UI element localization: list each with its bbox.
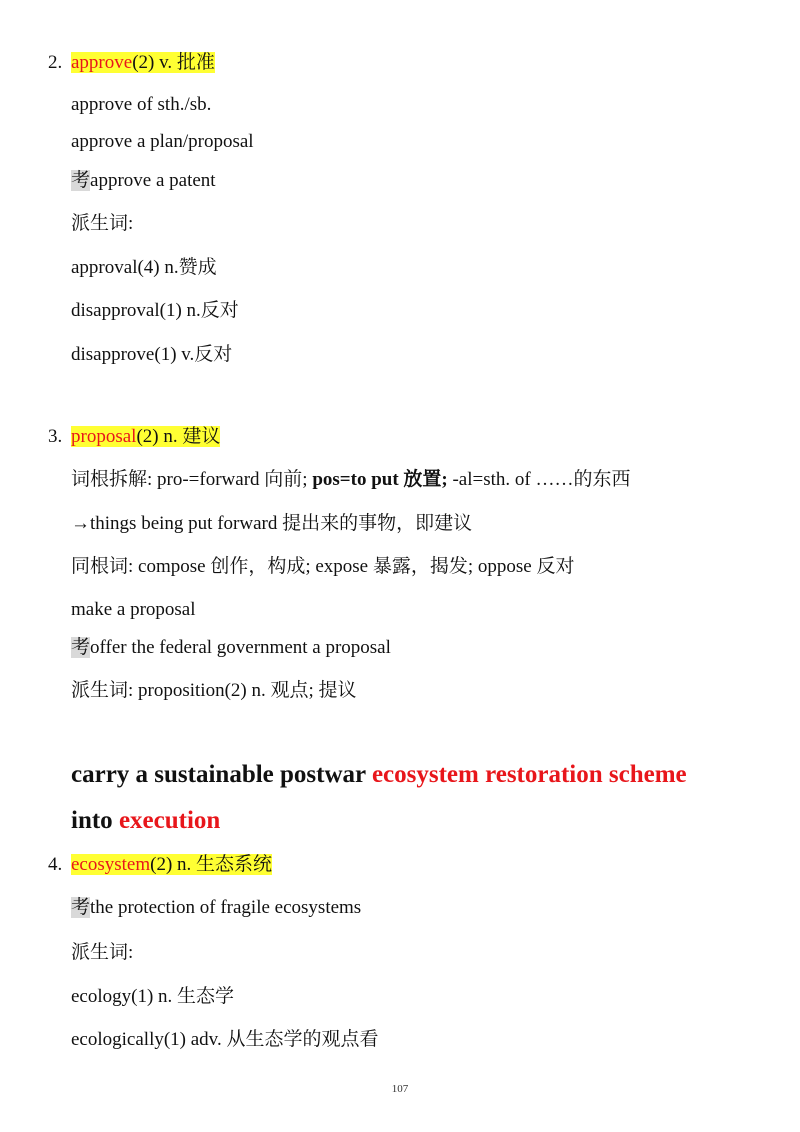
exam-marker: 考: [71, 170, 91, 191]
sentence-keyword: execution: [118, 807, 221, 834]
derivative-label: 派生词:: [71, 213, 134, 234]
exam-example: offer the federal government a proposal: [90, 637, 391, 658]
sentence-text: carry a sustainable postwar: [71, 761, 372, 788]
root-suffix: -al=sth. of ……的东西: [447, 469, 631, 490]
exam-line: [71, 636, 391, 660]
page-number: 107: [391, 1083, 409, 1095]
headword: ecosystem: [71, 854, 151, 875]
key-sentence-line2: [71, 805, 220, 837]
headword-highlight: [71, 854, 272, 875]
usage-line: approve a plan/proposal: [71, 131, 254, 152]
exam-example: the protection of fragile ecosystems: [90, 897, 362, 918]
exam-line: [71, 896, 361, 920]
headword-info: (2) n. 建议: [136, 426, 221, 447]
derivative-item: 派生词: proposition(2) n. 观点; 提议: [71, 680, 357, 701]
entry-heading: [71, 51, 215, 75]
derivative-item: approval(4) n.赞成: [71, 257, 217, 278]
derivative-item: ecology(1) n. 生态学: [71, 986, 235, 1007]
cognates: 同根词: compose 创作，构成; expose 暴露，揭发; oppose 反对: [71, 556, 575, 577]
entry-heading: [71, 425, 220, 449]
sentence-keywords: ecosystem restoration scheme: [371, 761, 687, 788]
derivative-item: disapproval(1) n.反对: [71, 300, 239, 321]
key-sentence-line1: [71, 759, 687, 791]
headword-info: (2) v. 批准: [132, 52, 215, 73]
headword-highlight: [71, 426, 220, 447]
usage-line: make a proposal: [71, 599, 196, 620]
entry-heading: [71, 853, 272, 877]
root-meaning: →things being put forward 提出来的事物，即建议: [71, 513, 473, 534]
entry-number: 3.: [48, 426, 63, 447]
headword: proposal: [71, 426, 137, 447]
headword: approve: [71, 52, 133, 73]
entry-number: 4.: [48, 854, 63, 875]
exam-marker: 考: [71, 897, 91, 918]
usage-line: approve of sth./sb.: [71, 94, 212, 115]
derivative-item: disapprove(1) v.反对: [71, 344, 233, 365]
root-analysis: [71, 468, 631, 492]
exam-line: [71, 169, 216, 193]
entry-number: 2.: [48, 52, 63, 73]
derivative-label: 派生词:: [71, 942, 134, 963]
headword-info: (2) n. 生态系统: [150, 854, 273, 875]
derivative-item: ecologically(1) adv. 从生态学的观点看: [71, 1029, 379, 1050]
headword-highlight: [71, 52, 215, 73]
exam-marker: 考: [71, 637, 91, 658]
exam-example: approve a patent: [90, 170, 216, 191]
sentence-text: into: [71, 807, 119, 834]
root-prefix: 词根拆解: pro-=forward 向前;: [71, 469, 313, 490]
root-core: pos=to put 放置;: [312, 469, 448, 490]
